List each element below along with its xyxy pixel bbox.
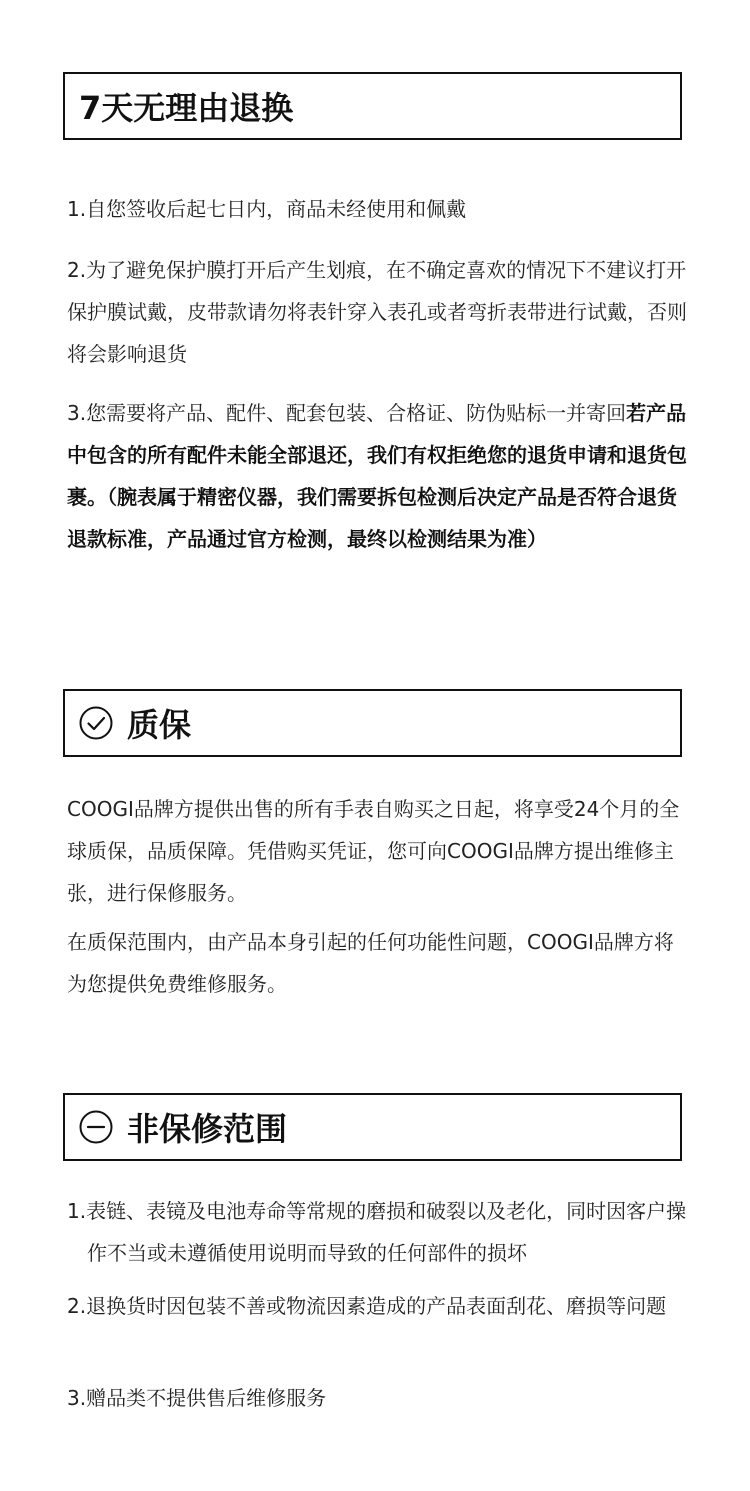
returns-item-2: 2.为了避免保护膜打开后产生划痕，在不确定喜欢的情况下不建议打开保护膜试戴，皮带款请勿将表针穿入表孔或者弯折表带进行试戴，否则将会影响退货 xyxy=(67,258,687,366)
returns-item-1: 1.自您签收后起七日内，商品未经使用和佩戴 xyxy=(67,197,467,221)
non-warranty-item-1: 1.表链、表镜及电池寿命等常规的磨损和破裂以及老化，同时因客户操作不当或未遵循使用说明而导致的任何部件的损坏 xyxy=(67,1199,687,1265)
non-warranty-header-box xyxy=(63,1093,682,1161)
non-warranty-item-3: 3.赠品类不提供售后维修服务 xyxy=(67,1386,327,1410)
returns-item-3-notice: 若产品中包含的所有配件未能全部退还，我们有权拒绝您的退货申请和退货包裹。（腕表属于精密仪器，我们需要拆包检测后决定产品是否符合退货退款标准，产品通过官方检测，最终以检测结果为准） xyxy=(67,401,687,551)
non-warranty-title: 非保修范围 xyxy=(127,1110,288,1148)
warranty-paragraph-2: 在质保范围内，由产品本身引起的任何功能性问题，COOGI品牌方将为您提供免费维修服务。 xyxy=(67,930,674,996)
warranty-title: 质保 xyxy=(127,706,192,744)
returns-title: 7天无理由退换 xyxy=(79,89,294,127)
returns-item-3-text: 3.您需要将产品、配件、配套包装、合格证、防伪贴标一并寄回 xyxy=(67,401,627,425)
warranty-header-box xyxy=(63,689,682,757)
non-warranty-item-2: 2.退换货时因包装不善或物流因素造成的产品表面刮花、磨损等问题 xyxy=(67,1294,667,1318)
returns-header-box xyxy=(63,72,682,140)
check-circle-icon xyxy=(79,706,113,740)
returns-item-3 xyxy=(67,392,687,560)
warranty-paragraph-1: COOGI品牌方提供出售的所有手表自购买之日起，将享受24个月的全球质保，品质保障。凭借购买凭证，您可向COOGI品牌方提出维修主张，进行保修服务。 xyxy=(67,797,680,905)
minus-circle-icon xyxy=(79,1110,113,1144)
